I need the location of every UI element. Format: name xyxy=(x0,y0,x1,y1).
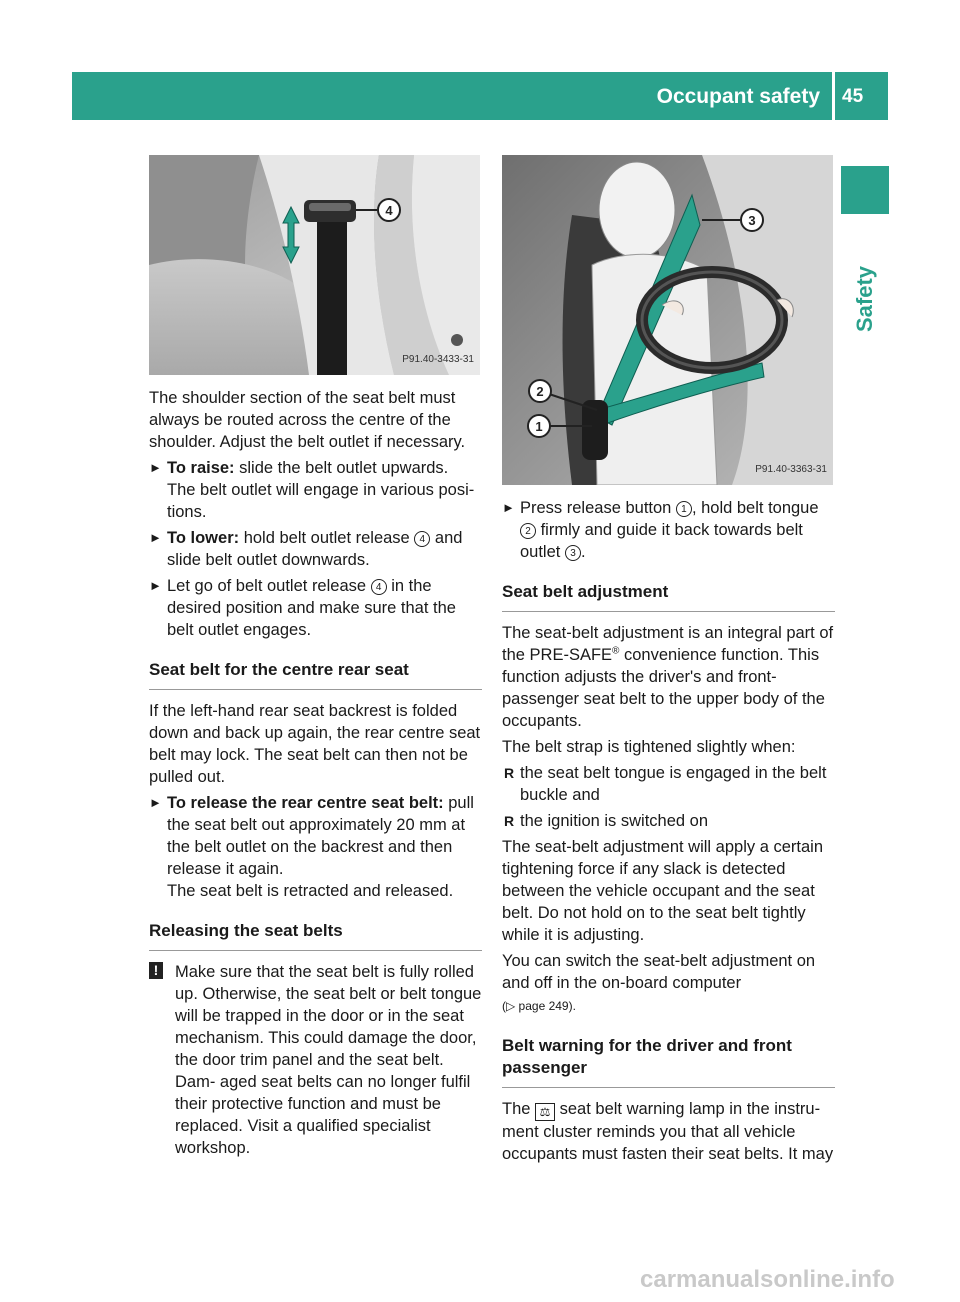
right-column xyxy=(502,497,835,1169)
callout-4: 4 xyxy=(385,203,393,218)
callout-ref: 2 xyxy=(520,523,536,539)
step-arrow-icon: ► xyxy=(149,795,162,810)
paragraph: If the left-hand rear seat backrest is folded down and back up again, the rear centre seat belt may lock. The seat belt can then not be pulled out. xyxy=(149,702,481,786)
step-press-release xyxy=(502,497,835,563)
paragraph: The belt strap is tightened slightly when: xyxy=(502,738,796,756)
paragraph xyxy=(502,1098,835,1165)
step-raise xyxy=(149,457,482,523)
left-column xyxy=(149,387,482,1159)
step-release-rear xyxy=(149,792,482,902)
section-heading: Seat belt for the centre rear seat xyxy=(149,659,482,690)
step-text: in the desired position and make sure that the belt outlet engages. xyxy=(167,577,456,639)
paragraph-text: convenience function. This function adjusts the driver's and front- passenger seat belt to the upper body of the occupants. xyxy=(502,646,825,730)
step-lead: To release the rear centre seat belt: xyxy=(167,794,444,812)
section-heading: Releasing the seat belts xyxy=(149,920,482,951)
figure-code: P91.40-3433-31 xyxy=(402,354,474,365)
list-item xyxy=(502,762,835,806)
callout-ref: 3 xyxy=(565,545,581,561)
figure-code: P91.40-3363-31 xyxy=(755,464,827,475)
callout-1: 1 xyxy=(535,419,543,434)
step-arrow-icon: ► xyxy=(149,578,162,593)
paragraph-text: seat belt warning lamp in the instru- ment cluster reminds you that all vehicle occupants must fasten their seat belts. It may xyxy=(502,1100,834,1163)
callout-2: 2 xyxy=(536,384,544,399)
step-text: , hold belt tongue xyxy=(691,499,819,517)
callout-3: 3 xyxy=(748,213,756,228)
section-heading: Belt warning for the driver and front passenger xyxy=(502,1035,835,1088)
belt-outlet-illustration xyxy=(149,155,480,375)
bullet-icon: R xyxy=(504,813,515,829)
step-text: and slide belt outlet downwards. xyxy=(167,529,463,569)
step-let-go xyxy=(149,575,482,641)
step-extra: The belt outlet will engage in various posi- tions. xyxy=(167,481,475,521)
step-text: Press release button xyxy=(520,499,672,517)
seat-belt-warning-icon: ⚖ xyxy=(535,1103,555,1121)
page-section-title: Occupant safety xyxy=(656,85,820,108)
step-arrow-icon: ► xyxy=(502,500,515,515)
step-text: hold belt outlet release xyxy=(243,529,410,547)
step-lead: To lower: xyxy=(167,529,240,547)
list-item-text: the seat belt tongue is engaged in the belt buckle and xyxy=(520,764,827,804)
seat-belt-driver-illustration xyxy=(502,155,833,485)
paragraph xyxy=(502,950,835,1017)
warning-text: Make sure that the seat belt is fully rolled up. Otherwise, the seat belt or belt tongue will be trapped in the door or in the seat mechanism. This could damage the door, the door trim panel and the seat belt. Dam- aged seat belts can no longer fulfil their protective function and must be replaced. Visit a qualified specialist workshop. xyxy=(175,963,482,1157)
callout-ref: 1 xyxy=(676,501,692,517)
registered-mark: ® xyxy=(612,645,620,657)
step-text: Let go of belt outlet release xyxy=(167,577,367,595)
step-lead: To raise: xyxy=(167,459,235,477)
step-text: . xyxy=(580,543,586,561)
paragraph-text: You can switch the seat-belt adjustment on and off in the on-board computer xyxy=(502,952,816,992)
step-text: slide the belt outlet upwards. xyxy=(239,459,449,477)
callout-ref: 4 xyxy=(371,579,387,595)
step-text: pull the seat belt out approximately 20 mm at the belt outlet on the backrest and then release it again. xyxy=(167,794,474,878)
paragraph-text: The seat-belt adjustment is an integral part of the PRE-SAFE xyxy=(502,624,834,664)
callout-ref: 4 xyxy=(414,531,430,547)
paragraph: The seat-belt adjustment will apply a certain tightening force if any slack is detected between the vehicle occupant and the seat belt. Do not hold on to the seat belt tightly while it is adjusting. xyxy=(502,838,823,944)
chapter-tab: Safety xyxy=(852,265,877,332)
step-lower xyxy=(149,527,482,571)
header-divider xyxy=(832,72,835,120)
page-number: 45 xyxy=(842,86,864,107)
step-extra: The seat belt is retracted and released. xyxy=(167,882,454,900)
warning-note xyxy=(149,961,482,1159)
step-arrow-icon: ► xyxy=(149,530,162,545)
belt-outlet-drawing xyxy=(149,155,480,375)
paragraph-text: The xyxy=(502,1100,531,1118)
list-item xyxy=(502,810,835,832)
bullet-icon: R xyxy=(504,765,515,781)
exclamation-icon: ! xyxy=(149,962,163,979)
list-item-text: the ignition is switched on xyxy=(520,812,709,830)
page-reference-link[interactable]: (▷ page 249). xyxy=(502,999,576,1013)
step-arrow-icon: ► xyxy=(149,460,162,475)
chapter-marker xyxy=(841,166,889,214)
watermark: carmanualsonline.info xyxy=(640,1266,895,1293)
section-heading: Seat belt adjustment xyxy=(502,581,835,612)
paragraph xyxy=(502,622,835,732)
step-text: firmly and guide it back towards belt outlet xyxy=(520,521,803,561)
driver-seat-belt-drawing xyxy=(502,155,833,485)
intro-paragraph: The shoulder section of the seat belt must always be routed across the centre of the shoulder. Adjust the belt outlet if necessary. xyxy=(149,389,466,451)
